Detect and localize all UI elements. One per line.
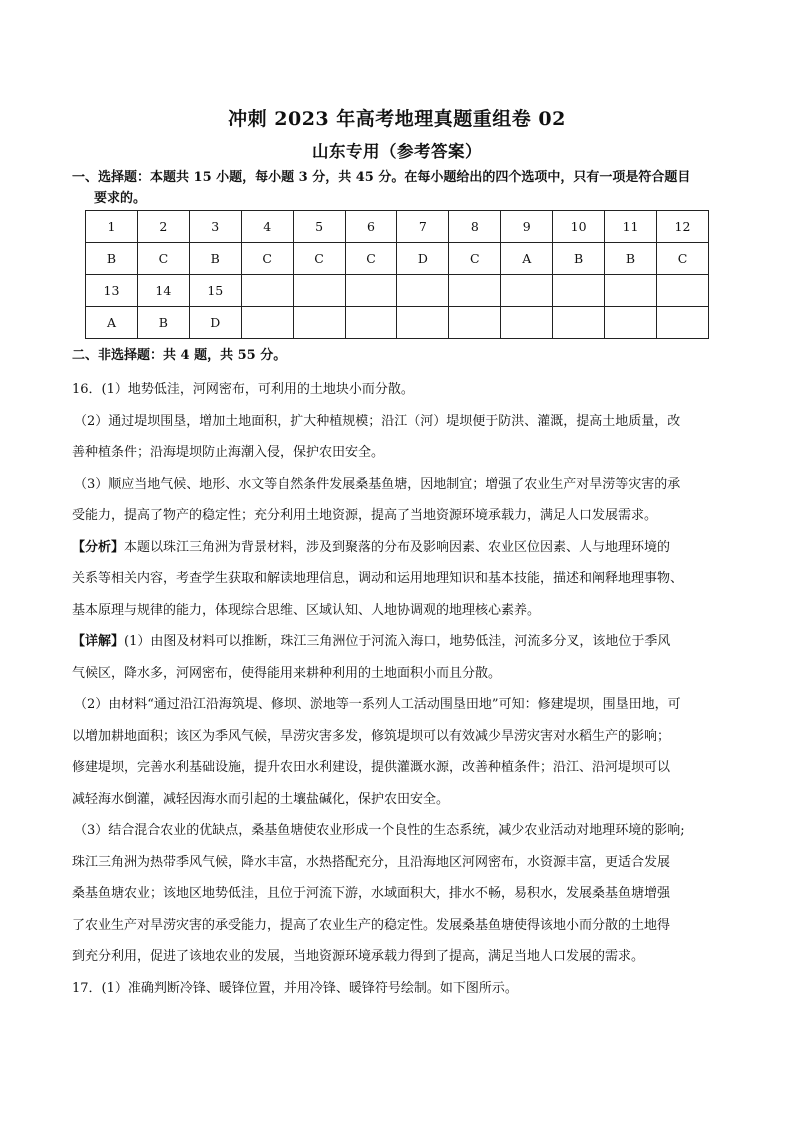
answer-table-cell: 3 (189, 211, 241, 243)
answer-table-cell (553, 307, 605, 339)
q16-detail-1-line-1 (72, 626, 732, 658)
q17-answer-1: 17．(1）准确判断冷锋、暖锋位置，并用冷锋、暖锋符号绘制。如下图所示。 (72, 980, 518, 996)
q16-detail-3-line-5: 到充分利用，促进了该地农业的发展，当地资源环境承载力得到了提高，满足当地人口发展的需求。 (72, 949, 645, 964)
section-1-heading (72, 167, 732, 209)
answer-table-cell: 12 (656, 211, 708, 243)
answer-table-cell: 13 (86, 275, 138, 307)
answer-table-cell: A (86, 307, 138, 339)
answer-table (85, 210, 709, 339)
answer-table-cell (449, 307, 501, 339)
q16-answer-2-line-1: （2）通过堤坝围垦，增加土地面积，扩大种植规模；沿江（河）堤坝便于防洪、灌溉，提高土地质量，改 (74, 413, 681, 429)
page-title: 冲刺 2023 年高考地理真题重组卷 02 (228, 108, 566, 130)
q16-detail-3-line-1: （3）结合混合农业的优缺点，桑基鱼塘使农业形成一个良性的生态系统，减少农业活动对地理环境的影响; (74, 823, 685, 838)
q16-detail-2-line-1: （2）由材料“通过沿江沿海筑堤、修坝、淤地等一系列人工活动围垦田地”可知：修建堤坝，围垦田地，可 (74, 697, 681, 712)
answer-table-cell: 4 (241, 211, 293, 243)
detail-tag: 【详解】 (72, 634, 125, 649)
page-subtitle: 山东专用（参考答案） (312, 142, 482, 161)
answer-table-cell: C (293, 243, 345, 275)
section-2-heading: 二、非选择题：共 4 题，共 55 分。 (72, 348, 287, 363)
q16-detail-3-line-4: 了农业生产对旱涝灾害的承受能力，提高了农业生产的稳定性。发展桑基鱼塘使得该地小而分散的土地得 (72, 917, 671, 933)
section-1-heading-line-1: 一、选择题：本题共 15 小题，每小题 3 分，共 45 分。在每小题给出的四个选项中，只有一项是符合题目 (72, 170, 691, 185)
q16-detail-1-line-2: 气候区，降水多，河网密布，使得能用来耕种利用的土地面积小而且分散。 (72, 665, 502, 681)
answer-table-cell: 6 (345, 211, 397, 243)
answers-body (72, 374, 732, 1004)
answer-table-cell: 11 (605, 211, 657, 243)
answer-table-cell: C (137, 243, 189, 275)
answer-table-cell: D (189, 307, 241, 339)
answer-table-cell (449, 275, 501, 307)
answer-table-cell (605, 307, 657, 339)
answer-table-cell: 9 (501, 211, 553, 243)
detail-text-1: (1）由图及材料可以推断，珠江三角洲位于河流入海口，地势低洼，河流多分叉，该地位于季风 (124, 634, 671, 649)
answer-table-cell (397, 275, 449, 307)
q16-analysis-line-2: 关系等相关内容，考查学生获取和解读地理信息，调动和运用地理知识和基本技能，描述和阐释地理事物、 (72, 571, 684, 586)
q16-detail-2-line-3: 修建堤坝，完善水利基础设施，提升农田水利建设，提供灌溉水源，改善种植条件；沿江、沿河堤坝可以 (72, 760, 671, 775)
answer-table-cell: 1 (86, 211, 138, 243)
answer-table-cell (501, 307, 553, 339)
answer-table-row (86, 307, 709, 339)
answer-table-row (86, 275, 709, 307)
answer-table-cell: C (345, 243, 397, 275)
answer-table-cell: C (241, 243, 293, 275)
answer-table-cell: 7 (397, 211, 449, 243)
q16-analysis-line-3: 基本原理与规律的能力，体现综合思维、区域认知、人地协调观的地理核心素养。 (72, 602, 541, 618)
analysis-text-1: 本题以珠江三角洲为背景材料，涉及到聚落的分布及影响因素、农业区位因素、人与地理环境的 (124, 539, 671, 555)
answer-table-cell (656, 275, 708, 307)
answer-table-cell: D (397, 243, 449, 275)
answer-table-cell (241, 307, 293, 339)
section-1-heading-line-2: 要求的。 (94, 191, 147, 206)
answer-table-cell (605, 275, 657, 307)
answer-table-cell (345, 307, 397, 339)
answer-table-cell: B (86, 243, 138, 275)
q16-detail-3-line-2: 珠江三角洲为热带季风气候，降水丰富，水热搭配充分，且沿海地区河网密布，水资源丰富，更适合发展 (72, 854, 671, 870)
answer-table-cell: 2 (137, 211, 189, 243)
answer-table-cell: 14 (137, 275, 189, 307)
answer-table-cell (553, 275, 605, 307)
answer-table-cell: A (501, 243, 553, 275)
answer-table-cell (501, 275, 553, 307)
answer-table-cell: 10 (553, 211, 605, 243)
answer-table-cell: 8 (449, 211, 501, 243)
q16-detail-3-line-3: 桑基鱼塘农业；该地区地势低洼，且位于河流下游，水域面积大，排水不畅，易积水，发展桑基鱼塘增强 (72, 886, 671, 901)
answer-table-cell (293, 307, 345, 339)
answer-table-cell: C (449, 243, 501, 275)
q16-answer-3-line-1: （3）顺应当地气候、地形、水文等自然条件发展桑基鱼塘，因地制宜；增强了农业生产对旱涝等灾害的承 (74, 476, 681, 492)
answer-table-cell: C (656, 243, 708, 275)
answer-table-row (86, 243, 709, 275)
answer-table-cell (241, 275, 293, 307)
answer-table-cell (345, 275, 397, 307)
analysis-tag: 【分析】 (72, 539, 125, 555)
q16-detail-2-line-2: 以增加耕地面积；该区为季风气候，旱涝灾害多发，修筑堤坝可以有效减少旱涝灾害对水稻生产的影响； (72, 728, 671, 744)
q16-answer-1: 16．(1）地势低洼，河网密布，可利用的土地块小而分散。 (72, 382, 414, 397)
answer-table-cell (293, 275, 345, 307)
q16-answer-2-line-2: 善种植条件；沿海堤坝防止海潮入侵，保护农田安全。 (72, 445, 385, 460)
answer-table-cell: B (189, 243, 241, 275)
answer-table-cell: B (553, 243, 605, 275)
answer-table-row (86, 211, 709, 243)
answer-table-cell: 5 (293, 211, 345, 243)
answer-table-cell (656, 307, 708, 339)
q16-detail-2-line-4: 减轻海水倒灌，减轻因海水而引起的土壤盐碱化，保护农田安全。 (72, 791, 450, 807)
answer-table-cell (397, 307, 449, 339)
answer-table-cell: 15 (189, 275, 241, 307)
q16-analysis-line-1 (72, 532, 732, 564)
q16-answer-3-line-2: 受能力，提高了物产的稳定性；充分利用土地资源，提高了当地资源环境承载力，满足人口发展需求。 (72, 508, 658, 523)
answer-table-cell: B (605, 243, 657, 275)
answer-table-cell: B (137, 307, 189, 339)
